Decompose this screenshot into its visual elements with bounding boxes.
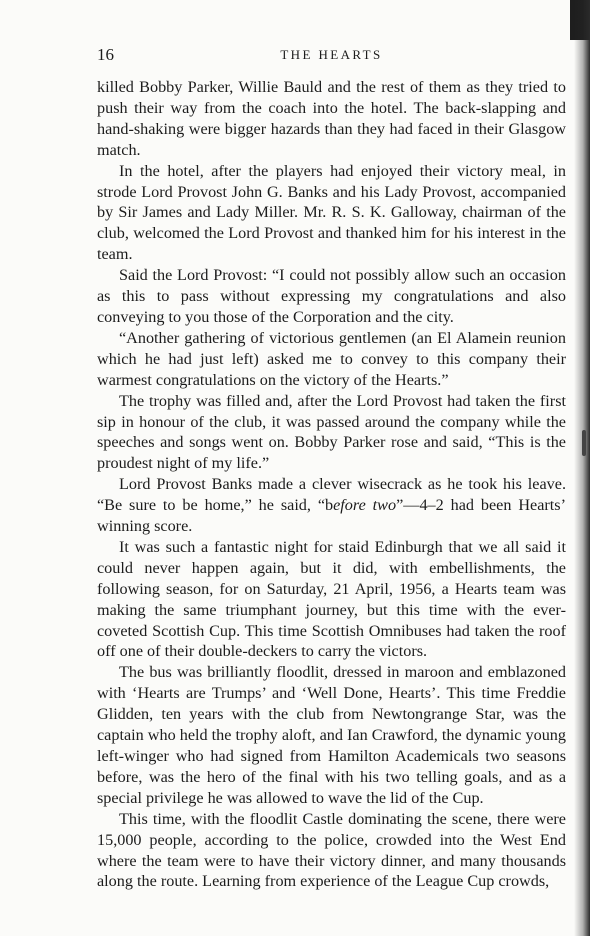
running-head: THE HEARTS [280, 47, 383, 62]
paragraph-5 [97, 391, 566, 475]
paragraph-text: ”—4–2 had been Hearts’ winning score. [97, 496, 566, 536]
paragraph-2 [97, 161, 566, 266]
page-edge-mark [582, 430, 586, 456]
page-edge-shadow [574, 0, 590, 936]
page-header [97, 44, 566, 66]
paragraph-text: Said the Lord Provost: “I could not possibly allow such an occasion as this to pass without expressing my congratulations and also conveying to you those of the Corporation and the city. [97, 266, 566, 326]
italic-text: efore two [333, 496, 397, 515]
paragraph-text: “Another gathering of victorious gentlemen (an El Alamein reunion which he had just left) asked me to convey to this company their warmest congratulations on the victory of the Hearts.” [97, 328, 566, 389]
paragraph-text: The bus was brilliantly floodlit, dressed in maroon and emblazoned with ‘Hearts are Trumps’ and ‘Well Done, Hearts’. This time Freddie Glidden, ten years with the club from Newtongrange Star, was the captain who held the trophy aloft, and Ian Crawford, the dynamic young left-winger who had signed from Hamilton Academicals two seasons before, was the hero of the final with his two telling goals, and as a special privilege he was allowed to wave the lid of the Cup. [97, 663, 566, 807]
paragraph-text: Lord Provost Banks made a clever wisecrack as he took his leave. “Be sure to be home,” he said, “b [97, 475, 566, 515]
paragraph-7 [97, 537, 566, 662]
paragraph-8 [97, 662, 566, 808]
paragraph-text: This time, with the floodlit Castle dominating the scene, there were 15,000 people, according to the police, crowded into the West End where the team were to have their victory dinner, and many thousands along the route. Learning from experience of the League Cup crowds, [97, 809, 566, 891]
paragraph-4 [97, 328, 566, 391]
paragraph-text: In the hotel, after the players had enjoyed their victory meal, in strode Lord Provost John G. Banks and his Lady Provost, accompanied by Sir James and Lady Miller. Mr. R. S. K. Galloway, chairman of the club, welcomed the Lord Provost and thanked him for his interest in the team. [97, 161, 566, 264]
body-text [97, 77, 566, 892]
page-number: 16 [97, 45, 114, 64]
paragraph-text: It was such a fantastic night for staid Edinburgh that we all said it could never happen again, but it did, with embellishments, the following season, for on Saturday, 21 April, 1956, a Hearts team was making the same triumphant journey, but this time with the ever-coveted Scottish Cup. This time Scottish Omnibuses had taken the roof off one of their double-deckers to carry the victors. [97, 537, 566, 661]
paragraph-3 [97, 265, 566, 328]
paragraph-1 [97, 77, 566, 161]
paragraph-9 [97, 809, 566, 893]
paragraph-text: killed Bobby Parker, Willie Bauld and the rest of them as they tried to push their way from the coach into the hotel. The back-slapping and hand-shaking were bigger hazards than they had faced in their Glasgow match. [97, 78, 566, 159]
paragraph-6 [97, 474, 566, 537]
paragraph-text: The trophy was filled and, after the Lord Provost had taken the first sip in honour of the club, it was passed around the company while the speeches and songs went on. Bobby Parker rose and said, “This is the proudest night of my life.” [97, 391, 566, 473]
